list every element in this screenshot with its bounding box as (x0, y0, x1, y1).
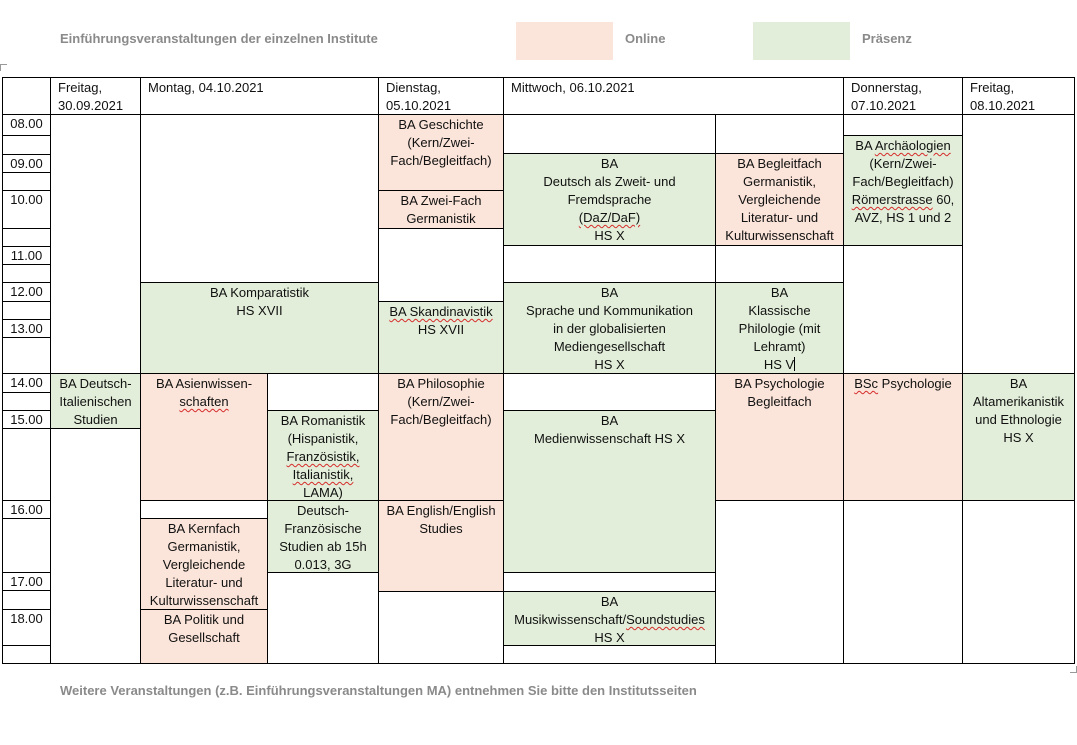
column-header-time (2, 77, 51, 115)
event-ba-zwei-fach-germanistik[interactable]: BA Zwei-Fach Germanistik (378, 190, 504, 229)
event-deutsch-franzoesische-studien[interactable]: Deutsch- Französische Studien ab 15h 0.013, 3G (267, 500, 379, 573)
time-slot-0830 (2, 135, 51, 155)
empty-slot (50, 428, 141, 664)
empty-slot (503, 245, 716, 283)
empty-slot (140, 500, 268, 519)
column-header-thu-0710: Donnerstag, 07.10.2021 (843, 77, 963, 115)
empty-slot (503, 572, 716, 592)
empty-slot (378, 228, 504, 302)
event-bsc-psychologie[interactable]: BSc Psychologie (843, 373, 963, 501)
empty-slot (267, 572, 379, 664)
event-ba-sprache-und-kommunikation[interactable]: BA Sprache und Kommunikation in der globalisierten Mediengesellschaft HS X (503, 282, 716, 374)
event-ba-skandinavistik[interactable]: BA Skandinavistik HS XVII (378, 301, 504, 374)
time-slot-0900: 09.00 (2, 154, 51, 173)
time-slot-1630 (2, 518, 51, 573)
time-slot-1600: 16.00 (2, 500, 51, 519)
time-slot-1700: 17.00 (2, 572, 51, 591)
empty-slot (503, 373, 716, 411)
time-slot-1800: 18.00 (2, 609, 51, 646)
time-slot-1200: 12.00 (2, 282, 51, 302)
footer-note: Weitere Veranstaltungen (z.B. Einführungsveranstaltungen MA) entnehmen Sie bitte den Institutsseiten (60, 683, 697, 698)
column-header-tue-0510: Dienstag, 05.10.2021 (378, 77, 504, 115)
time-slot-1000: 10.00 (2, 190, 51, 229)
event-ba-romanistik[interactable]: BA Romanistik (Hispanistik, Französistik, Italianistik, LAMA) (267, 410, 379, 501)
event-ba-deutsch-italienische-studien[interactable]: BA Deutsch- Italienischen Studien (50, 373, 141, 429)
time-slot-1530 (2, 428, 51, 501)
time-slot-1130 (2, 264, 51, 283)
empty-slot (715, 114, 844, 155)
empty-slot (715, 245, 844, 283)
legend-label-online: Online (625, 31, 666, 46)
time-slot-1830 (2, 645, 51, 664)
page-title: Einführungsveranstaltungen der einzelnen Institute (60, 31, 378, 46)
event-ba-medienwissenschaft[interactable]: BA Medienwissenschaft HS X (503, 410, 716, 573)
empty-slot (962, 114, 1075, 374)
event-ba-klassische-philologie[interactable]: BA Klassische Philologie (mit Lehramt) HS V (715, 282, 844, 374)
empty-slot (50, 114, 141, 374)
table-resize-handle[interactable] (1070, 666, 1077, 673)
legend-label-praesenz: Präsenz (862, 31, 912, 46)
column-header-mon-0410: Montag, 04.10.2021 (140, 77, 379, 115)
empty-slot (962, 500, 1075, 664)
event-ba-philosophie[interactable]: BA Philosophie (Kern/Zwei- Fach/Begleitfach) (378, 373, 504, 501)
event-ba-politik-und-gesellschaft[interactable]: BA Politik und Gesellschaft (140, 609, 268, 664)
time-slot-0930 (2, 172, 51, 191)
column-header-fri-0810: Freitag, 08.10.2021 (962, 77, 1075, 115)
event-ba-kernfach-germanistik[interactable]: BA Kernfach Germanistik, Vergleichende Literatur- und Kulturwissenschaft (140, 518, 268, 610)
event-ba-english-studies[interactable]: BA English/English Studies (378, 500, 504, 592)
event-ba-musikwissenschaft-soundstudies[interactable]: BA Musikwissenschaft/Soundstudies HS X (503, 591, 716, 646)
time-slot-1430 (2, 392, 51, 411)
time-slot-1330 (2, 337, 51, 374)
event-ba-geschichte[interactable]: BA Geschichte (Kern/Zwei- Fach/Begleitfach) (378, 114, 504, 191)
event-ba-komparatistik[interactable]: BA Komparatistik HS XVII (140, 282, 379, 374)
time-slot-1730 (2, 590, 51, 610)
column-header-wed-0610: Mittwoch, 06.10.2021 (503, 77, 844, 115)
time-slot-1400: 14.00 (2, 373, 51, 393)
text-cursor (794, 357, 795, 371)
time-slot-0800: 08.00 (2, 114, 51, 136)
empty-slot (843, 245, 963, 374)
empty-slot (140, 114, 379, 283)
event-ba-asienwissenschaften[interactable]: BA Asienwissen- schaften (140, 373, 268, 501)
empty-slot (378, 591, 504, 664)
event-ba-deutsch-als-zweit-und-fremdsprache[interactable]: BA Deutsch als Zweit- und Fremdsprache (DaZ/DaF) HS X (503, 153, 716, 246)
empty-slot (503, 114, 716, 155)
column-header-fri-3009: Freitag, 30.09.2021 (50, 77, 141, 115)
event-ba-psychologie-begleitfach[interactable]: BA Psychologie Begleitfach (715, 373, 844, 501)
event-ba-archaeologien[interactable]: BA Archäologien (Kern/Zwei- Fach/Begleitfach) Römerstrasse 60, AVZ, HS 1 und 2 (843, 135, 963, 246)
empty-slot (715, 500, 844, 664)
empty-slot (843, 114, 963, 136)
time-slot-1300: 13.00 (2, 319, 51, 338)
empty-slot (267, 373, 379, 411)
empty-slot (843, 500, 963, 664)
time-slot-1230 (2, 301, 51, 320)
time-slot-1500: 15.00 (2, 410, 51, 429)
event-ba-altamerikanistik-ethnologie[interactable]: BA Altamerikanistik und Ethnologie HS X (962, 373, 1075, 501)
time-slot-1100: 11.00 (2, 246, 51, 265)
event-ba-begleitfach-germanistik[interactable]: BA Begleitfach Germanistik, Vergleichende Literatur- und Kulturwissenschaft (715, 153, 844, 246)
empty-slot (503, 645, 716, 664)
time-slot-1030 (2, 228, 51, 247)
